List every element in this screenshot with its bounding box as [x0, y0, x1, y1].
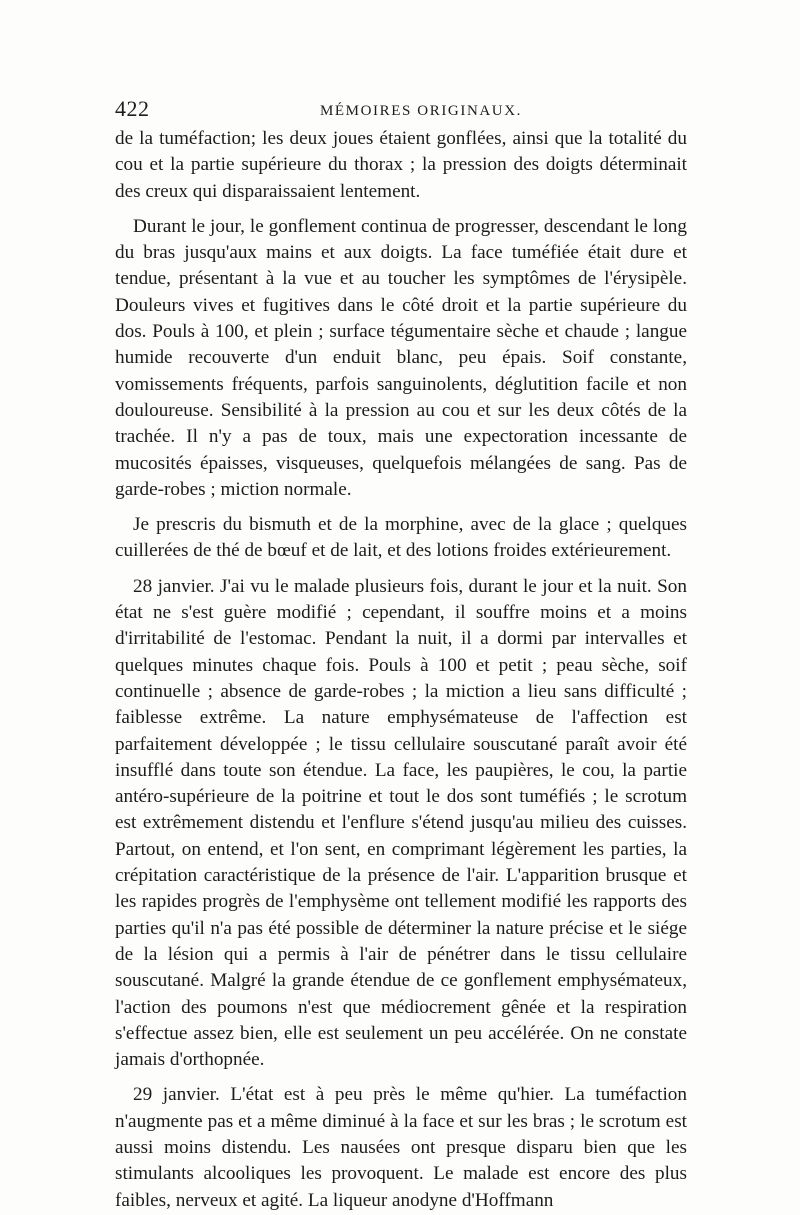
page-header	[115, 96, 687, 126]
paragraph-january-28: 28 janvier. J'ai vu le malade plusieurs fois, durant le jour et la nuit. Son état ne s'est guère modifié ; cependant, il souffre moins et a moins d'irritabilité de l'estomac. Pendant la nuit, il a dormi par intervalles et quelques minutes chaque fois. Pouls à 100 et petit ; peau sèche, soif continuelle ; absence de garde-robes ; la miction a lieu sans difficulté ; faiblesse extrême. La nature emphysémateuse de l'affection est parfaitement développée ; le tissu cellulaire souscutané paraît avoir été insufflé dans toute son étendue. La face, les paupières, le cou, la partie antéro-supérieure de la poitrine et tout le dos sont tuméfiés ; le scrotum est extrêmement distendu et l'enflure s'étend jusqu'au milieu des cuisses. Partout, on entend, et l'on sent, en comprimant légèrement les parties, la crépitation caractéristique de la présence de l'air. L'apparition brusque et les rapides progrès de l'emphysème ont tellement modifié les rapports des parties qu'il n'a pas été possible de déterminer la nature précise et le siége de la lésion qui a permis à l'air de pénétrer dans le tissu cellulaire souscutané. Malgré la grande étendue de ce gonflement emphysémateux, l'action des poumons n'est que médiocrement gênée et la respiration s'effectue assez bien, elle est seulement un peu accélérée. On ne constate jamais d'orthopnée.	[115, 575, 687, 1071]
paragraph-january-29: 29 janvier. L'état est à peu près le même qu'hier. La tuméfaction n'augmente pas et a même diminué à la face et sur les bras ; le scrotum est aussi moins distendu. Les nausées ont presque disparu bien que les stimulants alcooliques les provoquent. Le malade est encore des plus faibles, nerveux et agité. La liqueur anodyne d'Hoffmann	[115, 1084, 687, 1211]
paragraph-prescription: Je prescris du bismuth et de la morphine, avec de la glace ; quelques cuillerées de thé de bœuf et de lait, et des lotions froides extérieurement.	[115, 514, 687, 562]
running-title: MÉMOIRES ORIGINAUX.	[319, 103, 523, 119]
page-number: 422	[115, 96, 150, 121]
paragraph-continuation: de la tuméfaction; les deux joues étaient gonflées, ainsi que la totalité du cou et la partie supérieure du thorax ; la pression des doigts déterminait des creux qui disparaissaient lentement.	[115, 128, 687, 202]
body-text	[115, 126, 687, 1214]
paragraph-symptoms: Durant le jour, le gonflement continua de progresser, descendant le long du bras jusqu'aux mains et aux doigts. La face tuméfiée était dure et tendue, présentant à la vue et au toucher les symptômes de l'érysipèle. Douleurs vives et fugitives dans le côté droit et la partie supérieure du dos. Pouls à 100, et plein ; surface tégumentaire sèche et chaude ; langue humide recouverte d'un enduit blanc, peu épais. Soif constante, vomissements fréquents, parfois sanguinolents, déglutition facile et non douloureuse. Sensibilité à la pression au cou et sur les deux côtés de la trachée. Il n'y a pas de toux, mais une expectoration incessante de mucosités épaisses, visqueuses, quelquefois mélangées de sang. Pas de garde-robes ; miction normale.	[115, 215, 687, 500]
